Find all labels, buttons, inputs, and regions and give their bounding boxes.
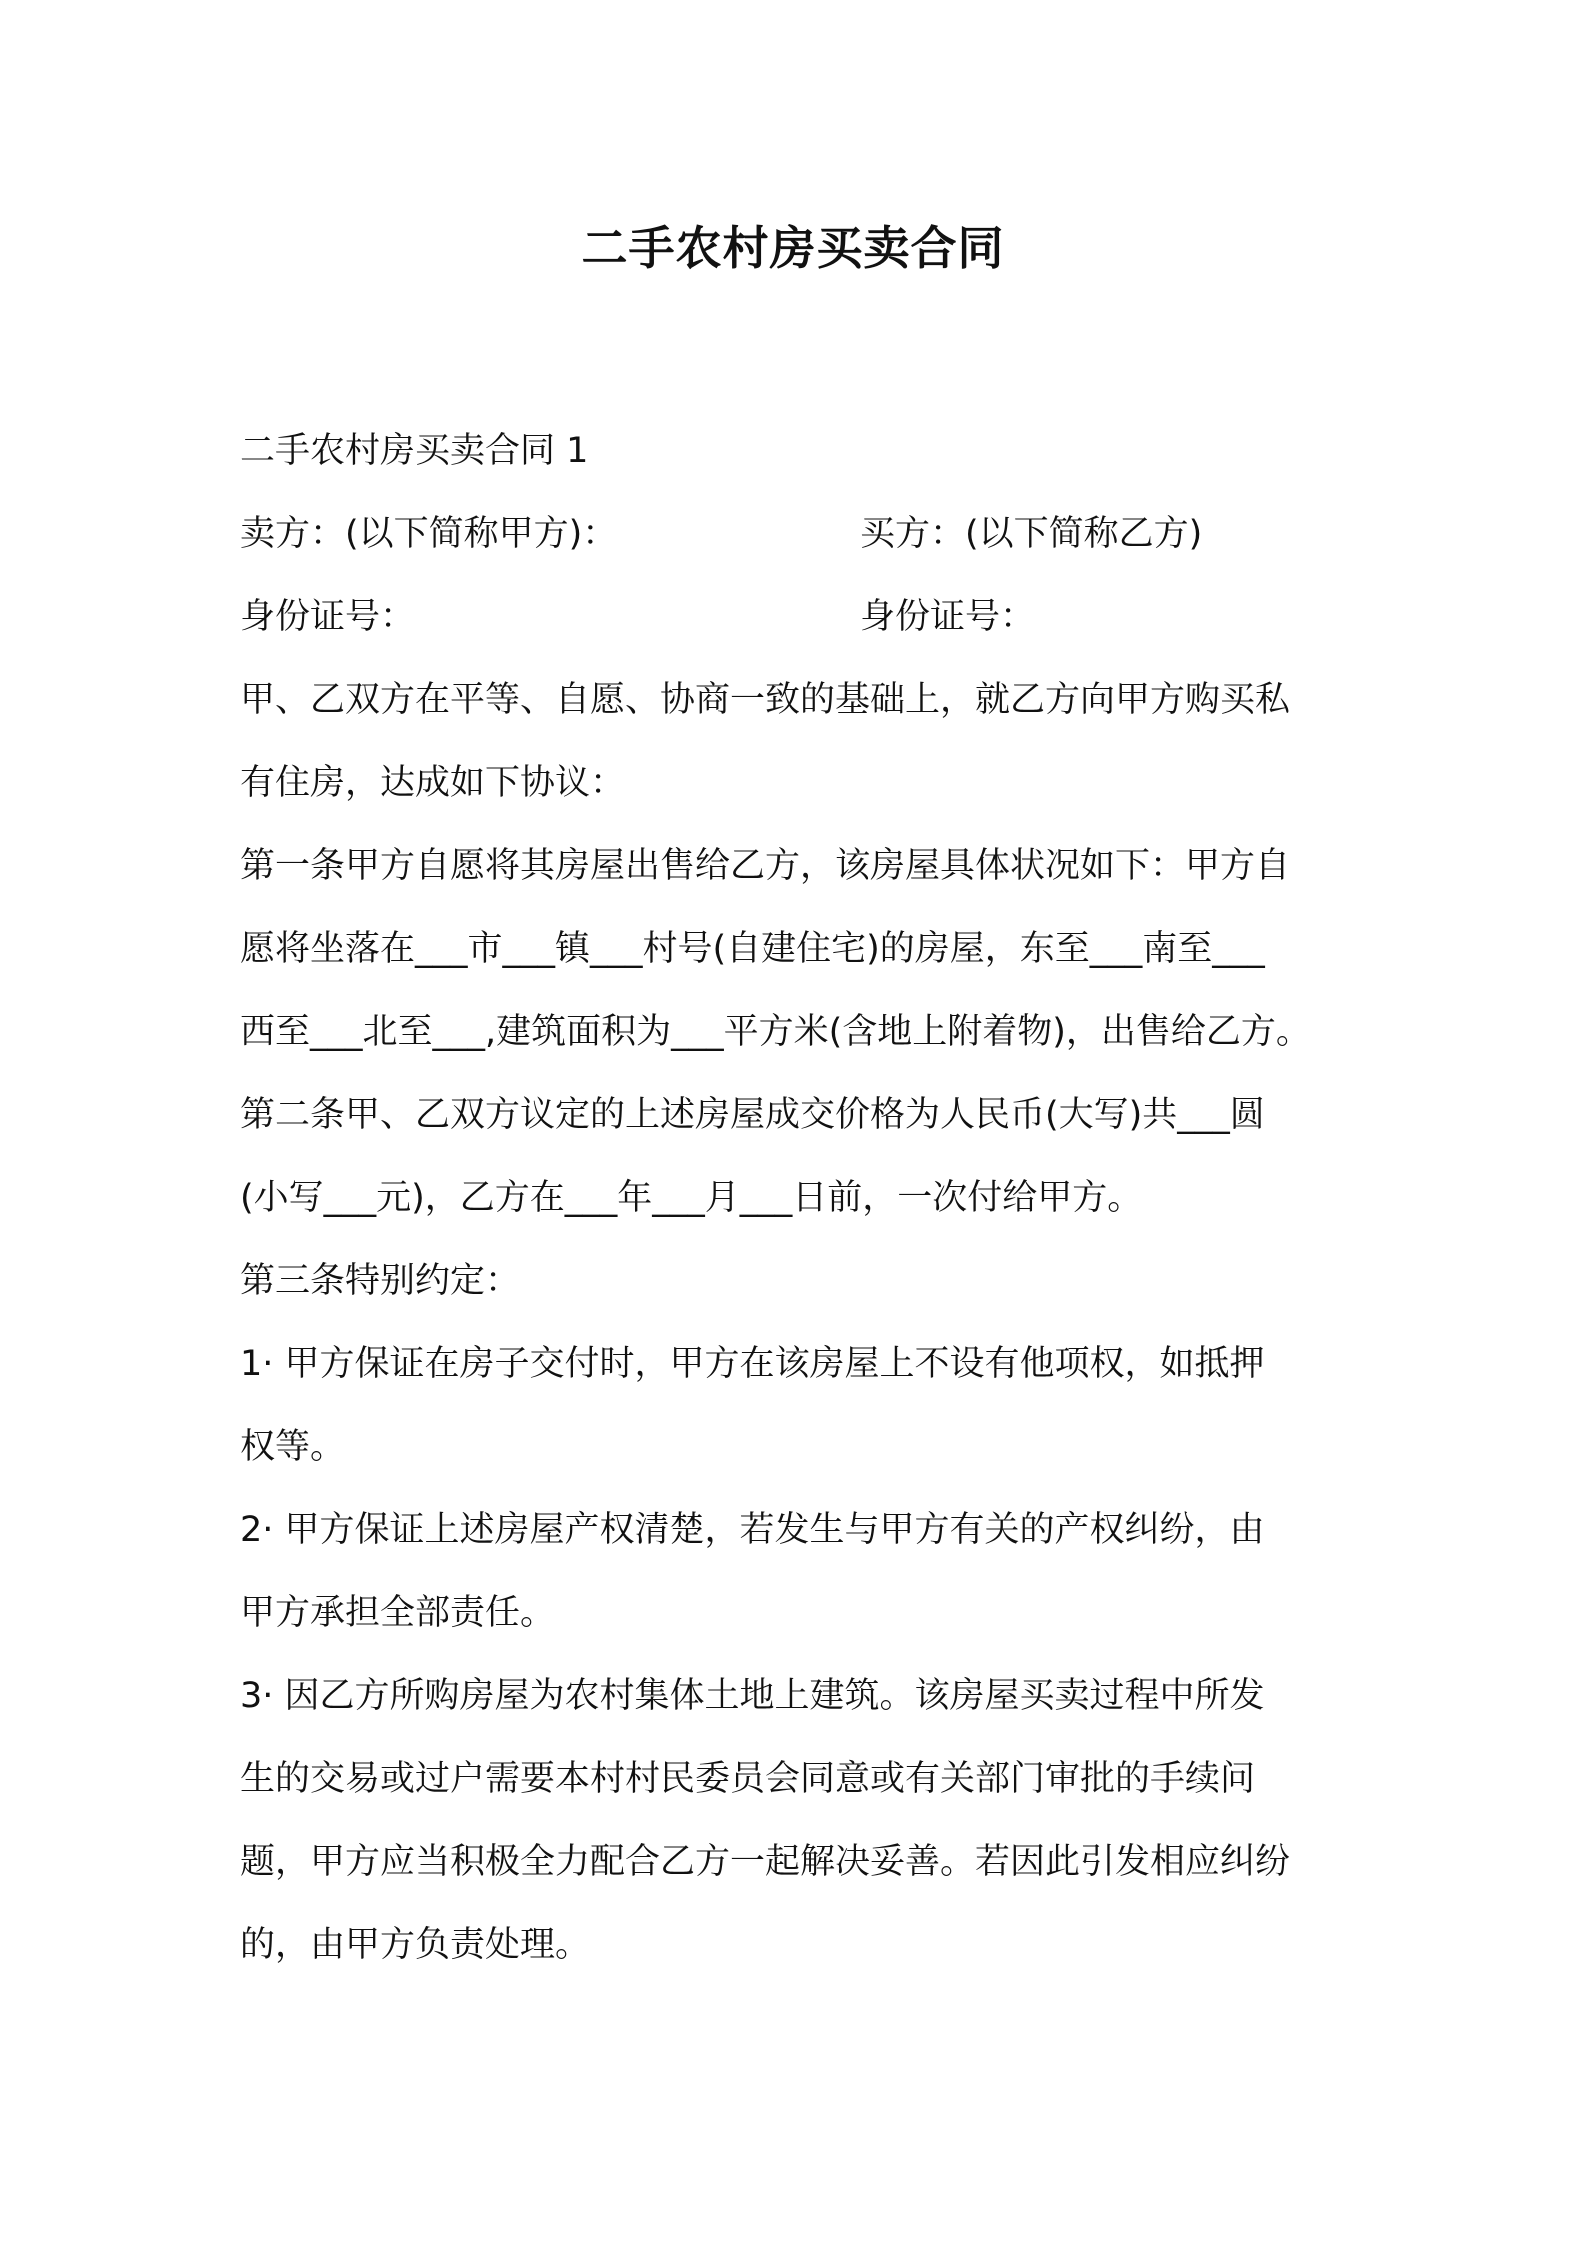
- paragraph-line: (小写___元)，乙方在___年___月___日前，一次付给甲方。: [240, 1178, 1143, 1218]
- paragraph-line: 有住房，达成如下协议：: [240, 763, 626, 803]
- contract-subtitle: 二手农村房买卖合同 1: [240, 431, 589, 471]
- paragraph-line: 生的交易或过户需要本村村民委员会同意或有关部门审批的手续问: [240, 1759, 1256, 1799]
- paragraph-line: 题，甲方应当积极全力配合乙方一起解决妥善。若因此引发相应纠纷: [240, 1842, 1291, 1882]
- id-row: [240, 576, 1370, 659]
- paragraph-line: 3· 因乙方所购房屋为农村集体土地上建筑。该房屋买卖过程中所发: [240, 1676, 1265, 1716]
- paragraph-line: 第三条特别约定：: [240, 1261, 521, 1301]
- document-title: 二手农村房买卖合同: [581, 221, 1005, 275]
- buyer-label: 买方：(以下简称乙方): [860, 514, 1203, 554]
- paragraph-line: 愿将坐落在___市___镇___村号(自建住宅)的房屋，东至___南至___: [240, 929, 1265, 969]
- paragraph-line: 甲方承担全部责任。: [240, 1593, 556, 1633]
- document-body: [240, 410, 1370, 1987]
- buyer-id-label: 身份证号：: [860, 597, 1036, 637]
- seller-label: 卖方：(以下简称甲方)：: [240, 514, 618, 554]
- seller-id-label: 身份证号：: [240, 597, 416, 637]
- paragraph-line: 2· 甲方保证上述房屋产权清楚，若发生与甲方有关的产权纠纷，由: [240, 1510, 1265, 1550]
- parties-row: [240, 493, 1370, 576]
- paragraph-line: 甲、乙双方在平等、自愿、协商一致的基础上，就乙方向甲方购买私: [240, 680, 1291, 720]
- paragraph-line: 的，由甲方负责处理。: [240, 1925, 591, 1965]
- paragraph-line: 1· 甲方保证在房子交付时，甲方在该房屋上不设有他项权，如抵押: [240, 1344, 1265, 1384]
- paragraph-line: 第一条甲方自愿将其房屋出售给乙方，该房屋具体状况如下：甲方自: [240, 846, 1291, 886]
- paragraph-line: 第二条甲、乙双方议定的上述房屋成交价格为人民币(大写)共___圆: [240, 1095, 1265, 1135]
- paragraph-line: 西至___北至___,建筑面积为___平方米(含地上附着物)，出售给乙方。: [240, 1012, 1311, 1052]
- paragraph-line: 权等。: [240, 1427, 346, 1467]
